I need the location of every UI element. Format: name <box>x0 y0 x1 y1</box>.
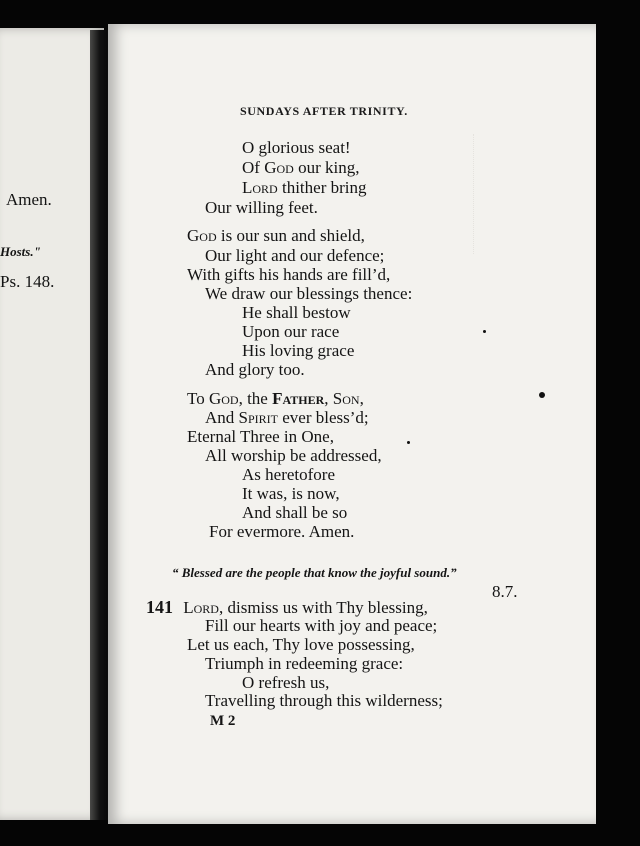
stanza1-line4: Our willing feet. <box>205 198 318 217</box>
ink-speck <box>539 392 545 398</box>
left-page <box>0 28 104 820</box>
signature-mark: M 2 <box>210 713 236 729</box>
show-through <box>473 134 584 254</box>
stanza2-line5: He shall bestow <box>242 303 351 322</box>
left-page-hosts: Hosts." <box>0 244 41 259</box>
hymn-141-line5: O refresh us, <box>242 673 330 692</box>
stanza2-line2: Our light and our defence; <box>205 246 385 265</box>
stanza3-line5: As heretofore <box>242 465 335 484</box>
hymn-141-line3: Let us each, Thy love possessing, <box>187 635 415 654</box>
stanza3-line1: To God, the Father, Son, <box>187 389 364 408</box>
stanza2-line7: His loving grace <box>242 341 355 360</box>
hymn-meter: 8.7. <box>492 582 518 601</box>
stanza3-line2: And Spirit ever bless’d; <box>205 408 369 427</box>
left-page-amen: Amen. <box>6 190 52 209</box>
running-head: SUNDAYS AFTER TRINITY. <box>240 104 408 118</box>
ink-speck <box>407 441 410 444</box>
stanza3-line7: And shall be so <box>242 503 348 522</box>
ink-speck <box>483 330 486 333</box>
stanza1-line3: Lord thither bring <box>242 178 367 197</box>
hymn-141-line6: Travelling through this wilderness; <box>205 691 443 710</box>
stanza2-line4: We draw our blessings thence: <box>205 284 413 303</box>
stanza3-line8: For evermore. Amen. <box>209 522 355 541</box>
stanza3-line4: All worship be addressed, <box>205 446 382 465</box>
left-page-psalm-ref: Ps. 148. <box>0 272 55 291</box>
stanza3-line3: Eternal Three in One, <box>187 427 334 446</box>
stanza3-line6: It was, is now, <box>242 484 340 503</box>
stanza2-line8: And glory too. <box>205 360 305 379</box>
stanza1-line1: O glorious seat! <box>242 138 351 157</box>
stanza1-line2: Of God our king, <box>242 158 360 177</box>
hymn-141-line4: Triumph in redeeming grace: <box>205 654 404 673</box>
stanza2-line3: With gifts his hands are fill’d, <box>187 265 391 284</box>
hymn-number: 141 <box>146 597 173 617</box>
stanza2-line6: Upon our race <box>242 322 340 341</box>
hymn-141-line1: 141 Lord, dismiss us with Thy blessing, <box>146 597 428 617</box>
hymn-141-line2: Fill our hearts with joy and peace; <box>205 616 438 635</box>
stanza2-line1: God is our sun and shield, <box>187 226 365 245</box>
hymn-epigraph: “ Blessed are the people that know the joyful sound.” <box>172 565 457 580</box>
